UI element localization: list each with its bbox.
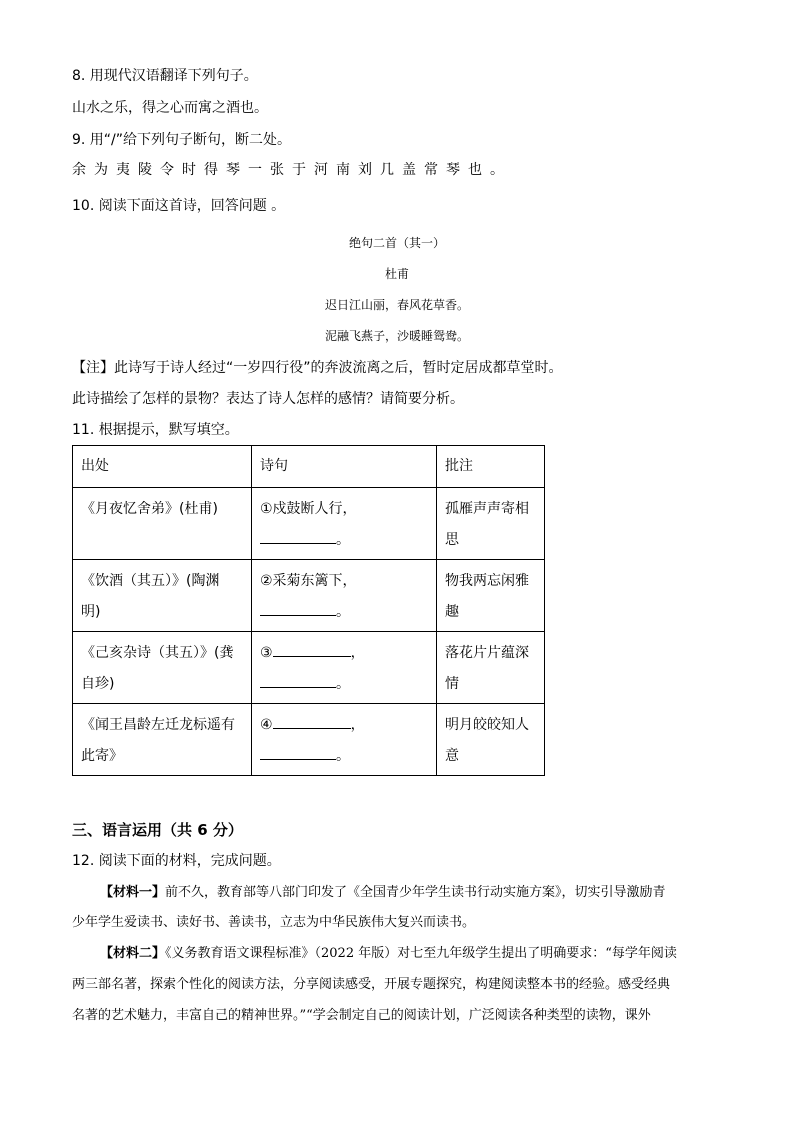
poem-note: 【注】此诗写于诗人经过“一岁四行役”的奔波流离之后，暂时定居成都草堂时。 <box>72 360 563 376</box>
source-cell <box>73 560 252 632</box>
verse-cell <box>252 560 437 632</box>
table-row <box>73 704 545 776</box>
source-cell <box>73 632 252 704</box>
source-text: 《己亥杂诗（其五）》(龚 <box>81 645 234 661</box>
poem-line-1: 迟日江山丽，春风花草香。 <box>324 298 469 312</box>
table-header-row <box>73 446 545 488</box>
note-line: 物我两忘闲雅 <box>445 573 529 589</box>
answer-blank[interactable] <box>260 673 336 688</box>
note-line: 情 <box>445 676 459 692</box>
header-verse: 诗句 <box>252 446 437 488</box>
note-cell <box>437 488 545 560</box>
table-row <box>73 560 545 632</box>
material-2-line: 名著的艺术魅力，丰富自己的精神世界。”“学会制定自己的阅读计划，广泛阅读各种类型的读物，课外 <box>72 1008 651 1023</box>
material-1-text: 前不久，教育部等八部门印发了《全国青少年学生读书行动实施方案》，切实引导激励青 <box>165 885 666 900</box>
material-2-line: 两三部名著，探索个性化的阅读方法，分享阅读感受，开展专题探究，构建阅读整本书的经验。感受经典 <box>72 977 671 992</box>
verse-line: ②采菊东篱下， <box>260 573 357 589</box>
q12-title: 12. 阅读下面的材料，完成问题。 <box>72 853 281 869</box>
source-text: 《闻王昌龄左迁龙标遥有 <box>81 717 235 733</box>
verse-cell <box>252 704 437 776</box>
punctuation: 。 <box>336 676 350 692</box>
note-line: 落花片片蕴深 <box>445 645 529 661</box>
section-heading: 三、语言运用（共 6 分） <box>72 821 243 839</box>
note-cell <box>437 704 545 776</box>
verse-line: ①戍鼓断人行， <box>260 501 357 517</box>
punctuation: ， <box>350 645 365 661</box>
note-cell <box>437 560 545 632</box>
source-cell <box>73 704 252 776</box>
answer-blank[interactable] <box>260 745 336 760</box>
q11-title: 11. 根据提示，默写填空。 <box>72 422 239 438</box>
note-line: 意 <box>445 748 459 764</box>
table-row <box>73 488 545 560</box>
header-source: 出处 <box>73 446 252 488</box>
table-row <box>73 632 545 704</box>
source-text: 明) <box>81 604 101 620</box>
punctuation: ， <box>350 717 365 733</box>
poem-title: 绝句二首（其一） <box>348 236 445 250</box>
source-text: 此寄》 <box>81 748 123 764</box>
verse-cell <box>252 632 437 704</box>
source-cell <box>73 488 252 560</box>
verse-number: ③ <box>260 645 273 661</box>
punctuation: 。 <box>336 532 350 548</box>
note-line: 明月皎皎知人 <box>445 717 529 733</box>
note-cell <box>437 632 545 704</box>
q8-title: 8. 用现代汉语翻译下列句子。 <box>72 68 258 84</box>
q10-question: 此诗描绘了怎样的景物？表达了诗人怎样的感情？请简要分析。 <box>72 391 464 407</box>
recitation-table <box>72 445 545 776</box>
poem-line-2: 泥融飞燕子，沙暖睡鸳鸯。 <box>324 329 469 343</box>
answer-blank[interactable] <box>273 714 351 729</box>
q9-sentence: 余为夷陵令时得琴一张于河南刘几盖常琴也。 <box>72 162 512 178</box>
punctuation: 。 <box>336 604 350 620</box>
punctuation: 。 <box>336 748 350 764</box>
source-text: 《饮酒（其五）》(陶渊 <box>81 573 220 589</box>
note-line: 思 <box>445 532 459 548</box>
header-note: 批注 <box>437 446 545 488</box>
verse-number: ④ <box>260 717 273 733</box>
material-2-line <box>100 944 677 964</box>
material-1-line: 少年学生爱读书、读好书、善读书，立志为中华民族伟大复兴而读书。 <box>72 915 476 930</box>
q9-title: 9. 用“/”给下列句子断句，断二处。 <box>72 132 292 148</box>
poem-author: 杜甫 <box>384 267 409 281</box>
answer-blank[interactable] <box>260 529 336 544</box>
q8-sentence: 山水之乐，得之心而寓之酒也。 <box>72 100 268 116</box>
material-2-text: 《义务教育语文课程标准》（2022 年版）对七至九年级学生提出了明确要求：“每学年阅读 <box>165 946 677 961</box>
material-2-label: 【材料二】 <box>100 946 166 961</box>
source-text: 《月夜忆舍弟》(杜甫) <box>81 501 218 517</box>
source-text: 自珍) <box>81 676 115 692</box>
material-1-line <box>100 883 666 903</box>
q10-title: 10. 阅读下面这首诗，回答问题 。 <box>72 198 286 214</box>
answer-blank[interactable] <box>260 601 336 616</box>
material-1-label: 【材料一】 <box>100 885 166 900</box>
verse-cell <box>252 488 437 560</box>
note-line: 趣 <box>445 604 459 620</box>
note-line: 孤雁声声寄相 <box>445 501 529 517</box>
answer-blank[interactable] <box>273 642 351 657</box>
